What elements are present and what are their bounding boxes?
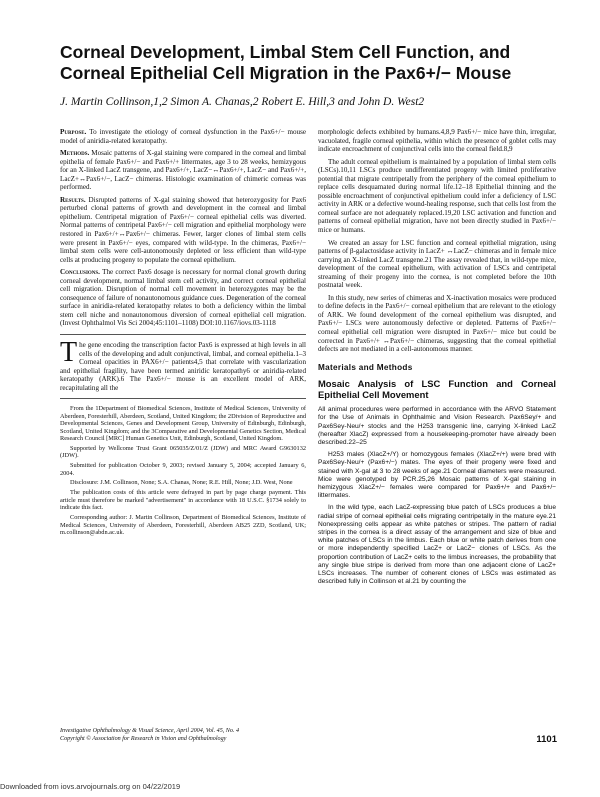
download-watermark: Downloaded from iovs.arvojournals.org on 04/22/2019 (0, 782, 181, 791)
methods-label: Methods. (60, 149, 90, 158)
abstract-methods (60, 149, 306, 192)
methods-paragraph: H253 males (XlacZ+/Y) or homozygous females (XlacZ+/+) were bred with Pax6Sey-Neu/+ (Pax6+/−) mates. The eyes of their progeny were fixed and stained with X-gal at 3 to 28 weeks of age.21 Corneal diameters were measured. Mice were genotyped by PCR.25,26 Mosaic patterns of X-gal staining in hemizygous XlacZ+/− females were compared for Pax6+/+ and Pax6+/− littermates. (318, 451, 556, 500)
methods-paragraph: In the wild type, each LacZ-expressing blue patch of LSCs produces a blue radial stripe of corneal epithelial cells migrating centripetally in the mature eye.21 Nonexpressing cells appear as white patches or stripes. The pattern of radial stripes in the cornea is a direct assay of the arrangement and size of blue and white patches of LSCs in the limbus. Each blue or white patch derives from one or more independently specified LacZ+ or LacZ− clones of LSCs. As the proportion contribution of LacZ+ cells to the limbus increases, the probability that any single blue stripe is derived from more than one adjacent clone of LacZ+ LSCs increases. The number of coherent clones of LSCs was estimated as described fully in Collinson et al.21 by counting the (318, 504, 556, 586)
article-title: Corneal Development, Limbal Stem Cell Function, and Corneal Epithelial Cell Migration in the Pax6+/− Mouse (60, 42, 512, 83)
intro-continued: morphologic defects exhibited by humans.4,8,9 Pax6+/− mice have thin, irregular, vacuolated, fragile corneal epithelia, within which the presence of goblet cells may indicate encroachment of conjunctival cells into the corneal field.8,9 (318, 128, 556, 154)
conclusions-label: Conclusions. (60, 268, 100, 277)
purpose-label: Purpose. (60, 128, 87, 136)
methods-text: Mosaic patterns of X-gal staining were compared in the corneal and limbal epithelia of female Pax6+/− and Pax6+/+ littermates, age 3 to 28 weeks, hemizygous for an X-linked LacZ transgene, and Pax6+/+, LacZ−↔Pax6+/+, LacZ− and Pax6+/+, LacZ+↔Pax6+/−, LacZ− chimeras. Histologic examination of chimeric corneas was performed. (60, 149, 307, 192)
results-label: Results. (60, 195, 86, 204)
right-column (318, 128, 556, 590)
journal-info (60, 728, 239, 743)
methods-paragraph: All animal procedures were performed in accordance with the ARVO Statement for the Use of Animals in Ophthalmic and Vision Research. Pax6Sey/+ and Pax6Sey-Neu/+ stocks and the H253 transgenic line, carrying X-linked LacZ (hereafter XlacZ) expressed from a housekeeping-promoter have already been described.22–25 (318, 406, 556, 447)
intro-paragraph: The gene encoding the transcription factor Pax6 is expressed at high levels in all cells of the developing and adult conjunctival, limbal, and corneal epithelia.1–3 Corneal opacities in PAX6+/− patients4,5 that correlate with vascularization and epithelial fragility, have been termed aniridic keratopathy6 or aniridia-related keratopathy (ARK).6 The Pax6+/− mouse is an excellent model of ARK, recapitulating all the (60, 337, 306, 392)
footnote-support: Supported by Wellcome Trust Grant 065035/Z/01/Z (JDW) and MRC Award G9630132 (JDW). (60, 444, 306, 460)
intro-paragraph-lsc: The adult corneal epithelium is maintained by a population of limbal stem cells (LSCs).10,11 LSCs produce undifferentiated progeny with limited proliferative potential that migrate centripetally from the periphery of the corneal epithelium to replace cells desquamated during normal life.12–18 Epithelial thinning and the possible encroachment of conjunctival epithelium could infer a deficiency of LSC activity in ARK or a defective wound-healing response, such that cells lost from the corneal surface are not adequately replaced.19,20 LSC activation and function and patterns of corneal epithelial migration, have not been directly studied in Pax6+/− mice or humans. (318, 157, 556, 235)
abstract-conclusions (60, 268, 306, 328)
abstract-results (60, 196, 306, 264)
journal-citation: Investigative Ophthalmology & Visual Science, April 2004, Vol. 45, No. 4 (60, 728, 240, 734)
section-heading: Materials and Methods (318, 362, 413, 372)
footnote-costs: The publication costs of this article were defrayed in part by page charge payment. This article must therefore be marked "advertisement" in accordance with 18 U.S.C. §1734 solely to indicate this fact. (60, 489, 306, 512)
intro-paragraph-assay: We created an assay for LSC function and corneal epithelial migration, using patterns of β-galactosidase activity in LacZ+ ↔LacZ− chimeras and in female mice carrying an X-linked LacZ transgene.21 The assay revealed that, in wild-type mice, development of the corneal epithelium, with activation of LSCs and centripetal streaming of their progeny into the cornea, is not completed before the 10th postnatal week. (318, 238, 556, 290)
subsection-heading: Mosaic Analysis of LSC Function and Corneal Epithelial Cell Movement (318, 378, 556, 401)
journal-copyright: Copyright © Association for Research in Vision and Ophthalmology (60, 735, 227, 742)
footnote-divider (60, 398, 306, 399)
footnote-affiliations: From the 1Department of Biomedical Sciences, Institute of Medical Sciences, University of Aberdeen, Foresterhill, Aberdeen, Scotland, United Kingdom; the 2Division of Reproductive and Developmental Sciences, Genes and Development Group, University of Edinburgh, Edinburgh, Scotland, United Kingdom; and the 3Comparative and Developmental Genetics Section, Medical Research Council [MRC] Human Genetics Unit, Edinburgh, Scotland, United Kingdom. (60, 405, 306, 442)
author-list: J. Martin Collinson,1,2 Simon A. Chanas,2 Robert E. Hill,3 and John D. West2 (60, 96, 425, 108)
page-number: 1101 (536, 734, 557, 745)
left-column (60, 128, 306, 539)
footnote-dates: Submitted for publication October 9, 2003; revised January 5, 2004; accepted January 6, 2004. (60, 462, 306, 477)
abstract-purpose (60, 128, 306, 145)
purpose-text: To investigate the etiology of corneal dysfunction in the Pax6+/− mouse model of aniridia-related keratopathy. (60, 128, 306, 145)
footnote-disclosure: Disclosure: J.M. Collinson, None; S.A. Chanas, None; R.E. Hill, None; J.D. West, None (70, 479, 293, 487)
methods-body (318, 406, 556, 586)
footnote-correspondence: Corresponding author: J. Martin Collinson, Department of Biomedical Sciences, Institute of Medical Sciences, University of Aberdeen, Foresterhill, Aberdeen AB25 2ZD, Scotland, UK; m.collinson@abdn.ac.uk. (60, 514, 306, 536)
footnotes (60, 405, 306, 536)
conclusions-text: The correct Pax6 dosage is necessary for normal clonal growth during corneal development, normal limbal stem cell activity, and correct corneal epithelial cell migration. Disruption of normal cell movement in heterozygotes may be the consequence of failure of nonautonomous guidance cues. Degeneration of the corneal surface in aniridia-related keratopathy relates to both a deficiency within the limbal stem cell niche and nonautonomous diversion of corneal epithelial cell migration. (Invest Ophthalmol Vis Sci 2004;45:1101–1108) DOI:10.1167/iovs.03-1118 (60, 268, 306, 328)
intro-paragraph-study: In this study, new series of chimeras and X-inactivation mosaics were produced to define defects in the Pax6+/− corneal epithelium that are relevant to the etiology of ARK. We found development of the corneal epithelium was disrupted, and Pax6+/− LSCs were autonomously defective or depleted. Patterns of Pax6+/− corneal epithelial cell migration were disrupted in Pax6+/− mice but could be corrected in Pax6+/+ ↔Pax6+/− chimeras, suggesting that the corneal epithelial defects are not mediated in a cell-autonomous manner. (318, 293, 556, 354)
results-text: Disrupted patterns of X-gal staining showed that heterozygosity for Pax6 perturbed clonal patterns of growth and development in the corneal and limbal epithelium. Centripetal migration of Pax6+/− corneal epithelial cells was diverted. Normal patterns of centripetal Pax6+/− cell migration and epithelial morphology were restored in Pax6+/+↔Pax6+/− chimeras. Fewer, larger clones of limbal stem cells were present in Pax6+/− eyes, compared with wild-type. In the chimeras, Pax6+/− limbal stem cells were cell-autonomously depleted or less efficient than wild-type cells at producing progeny to populate the corneal epithelium. (60, 195, 306, 264)
abstract-divider (60, 334, 306, 335)
